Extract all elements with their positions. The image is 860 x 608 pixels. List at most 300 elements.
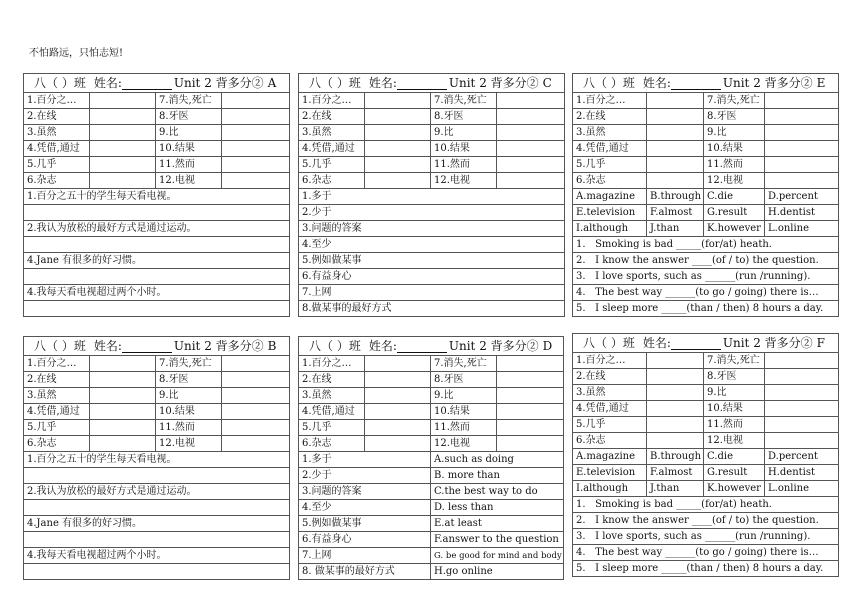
- answer-row: [24, 500, 290, 516]
- phrase-cn: 3.问题的答案: [299, 484, 431, 500]
- vocab-cn-left: 4.凭借,通过: [573, 401, 647, 417]
- answer-blank: [497, 436, 564, 452]
- answer-blank: [647, 401, 704, 417]
- vocab-cn-left: 3.虽然: [299, 125, 365, 141]
- sentence-row: [24, 516, 290, 532]
- phrase-prompt: 4.至少: [299, 237, 565, 253]
- card-header: [299, 337, 564, 356]
- phrase-cn: 8. 做某事的最好方式: [299, 564, 431, 580]
- answer-blank: [497, 388, 564, 404]
- phrase-match-row: [299, 500, 564, 516]
- answer-blank: [765, 93, 839, 109]
- vocab-cn-right: 11.然而: [704, 417, 765, 433]
- answer-blank: [365, 436, 431, 452]
- card-title: [24, 74, 290, 93]
- vocab-row: [24, 436, 290, 452]
- vocab-row: [299, 173, 565, 189]
- worksheet-card-d: [298, 336, 564, 580]
- vocab-row: [24, 420, 290, 436]
- answer-blank: [497, 420, 564, 436]
- answer-blank: [647, 433, 704, 449]
- answer-blank: [90, 436, 156, 452]
- sentence-row: [24, 548, 290, 564]
- vocab-cn-right: 9.比: [704, 125, 765, 141]
- option-row: [573, 189, 839, 205]
- vocab-cn-right: 12.电视: [431, 436, 497, 452]
- vocab-row: [573, 157, 839, 173]
- answer-blank: [497, 356, 564, 372]
- word-option: L.online: [765, 481, 839, 497]
- answer-blank: [497, 157, 565, 173]
- word-option: H.dentist: [765, 205, 839, 221]
- vocab-cn-right: 12.电视: [704, 433, 765, 449]
- phrase-row: [299, 285, 565, 301]
- vocab-row: [24, 372, 290, 388]
- vocab-cn-right: 11.然而: [704, 157, 765, 173]
- answer-blank: [647, 385, 704, 401]
- vocab-cn-right: 9.比: [704, 385, 765, 401]
- answer-blank: [365, 404, 431, 420]
- answer-blank: [365, 125, 431, 141]
- class-label: 八（ ）班: [34, 76, 86, 90]
- card-letter: D: [542, 339, 553, 353]
- answer-blank: [765, 385, 839, 401]
- answer-line: [24, 237, 290, 253]
- fill-blank-sentence: 5. I sleep more _____(than / then) 8 hours a day.: [573, 301, 839, 317]
- phrase-en: B. more than: [431, 468, 564, 484]
- vocab-cn-right: 11.然而: [431, 420, 497, 436]
- vocab-cn-left: 6.杂志: [299, 173, 365, 189]
- word-option: L.online: [765, 221, 839, 237]
- sentence-row: [24, 484, 290, 500]
- name-blank: [671, 337, 721, 350]
- phrase-row: [299, 221, 565, 237]
- vocab-cn-left: 2.在线: [24, 372, 90, 388]
- answer-blank: [365, 173, 431, 189]
- vocab-cn-right: 11.然而: [156, 420, 222, 436]
- answer-blank: [765, 401, 839, 417]
- phrase-cn: 2.少于: [299, 468, 431, 484]
- word-option: F.almost: [647, 205, 704, 221]
- answer-blank: [222, 157, 290, 173]
- answer-blank: [222, 125, 290, 141]
- phrase-prompt: 3.问题的答案: [299, 221, 565, 237]
- answer-row: [24, 269, 290, 285]
- sentence-prompt: 2.我认为放松的最好方式是通过运动。: [24, 484, 290, 500]
- fill-blank-row: [573, 545, 839, 561]
- worksheet-card-e: [572, 73, 839, 317]
- phrase-prompt: 6.有益身心: [299, 269, 565, 285]
- sentence-row: [24, 189, 290, 205]
- unit-label: Unit 2 背多分②: [722, 76, 813, 90]
- word-option: J.than: [647, 221, 704, 237]
- answer-blank: [90, 93, 156, 109]
- vocab-cn-right: 7.消失,死亡: [431, 356, 497, 372]
- option-row: [573, 481, 839, 497]
- answer-blank: [90, 141, 156, 157]
- word-option: E.television: [573, 205, 647, 221]
- answer-blank: [365, 141, 431, 157]
- vocab-cn-left: 5.几乎: [24, 157, 90, 173]
- vocab-cn-right: 10.结果: [156, 141, 222, 157]
- answer-blank: [497, 372, 564, 388]
- vocab-cn-right: 7.消失,死亡: [704, 353, 765, 369]
- vocab-row: [573, 369, 839, 385]
- vocab-cn-right: 9.比: [156, 125, 222, 141]
- card-header: [573, 74, 839, 93]
- answer-blank: [222, 109, 290, 125]
- vocab-cn-left: 1.百分之…: [299, 93, 365, 109]
- unit-label: Unit 2 背多分②: [448, 339, 539, 353]
- vocab-cn-left: 5.几乎: [299, 157, 365, 173]
- card-header: [24, 74, 290, 93]
- vocab-cn-left: 5.几乎: [24, 420, 90, 436]
- name-blank: [397, 340, 447, 353]
- fill-blank-row: [573, 497, 839, 513]
- vocab-row: [299, 157, 565, 173]
- answer-blank: [90, 109, 156, 125]
- option-row: [573, 205, 839, 221]
- vocab-row: [573, 173, 839, 189]
- answer-row: [24, 532, 290, 548]
- fill-blank-sentence: 2. I know the answer ____(of / to) the question.: [573, 253, 839, 269]
- vocab-cn-right: 8.牙医: [156, 109, 222, 125]
- sentence-prompt: 4.Jane 有很多的好习惯。: [24, 516, 290, 532]
- answer-blank: [647, 353, 704, 369]
- answer-blank: [765, 125, 839, 141]
- answer-line: [24, 301, 290, 317]
- vocab-cn-left: 5.几乎: [573, 157, 647, 173]
- answer-blank: [90, 125, 156, 141]
- phrase-en: D. less than: [431, 500, 564, 516]
- vocab-cn-left: 4.凭借,通过: [299, 404, 365, 420]
- class-label: 八（ ）班: [583, 336, 635, 350]
- vocab-cn-right: 7.消失,死亡: [156, 356, 222, 372]
- word-option: C.die: [704, 449, 765, 465]
- phrase-cn: 6.有益身心: [299, 532, 431, 548]
- vocab-cn-left: 2.在线: [24, 109, 90, 125]
- name-label: 姓名:: [93, 339, 122, 353]
- answer-blank: [365, 109, 431, 125]
- vocab-cn-right: 10.结果: [431, 404, 497, 420]
- word-option: E.television: [573, 465, 647, 481]
- vocab-row: [24, 93, 290, 109]
- answer-blank: [497, 109, 565, 125]
- motto: 不怕路远，只怕志短!: [29, 48, 124, 59]
- answer-blank: [647, 369, 704, 385]
- vocab-cn-left: 3.虽然: [573, 385, 647, 401]
- vocab-row: [299, 93, 565, 109]
- worksheet-card-a: [23, 73, 290, 317]
- vocab-row: [24, 157, 290, 173]
- worksheet-card-c: [298, 73, 565, 317]
- word-option: A.magazine: [573, 449, 647, 465]
- vocab-cn-right: 9.比: [431, 125, 497, 141]
- card-letter: E: [816, 76, 826, 90]
- answer-blank: [765, 417, 839, 433]
- vocab-cn-right: 12.电视: [431, 173, 497, 189]
- card-letter: F: [816, 336, 825, 350]
- phrase-row: [299, 301, 565, 317]
- sentence-row: [24, 285, 290, 301]
- answer-line: [24, 564, 290, 580]
- card-header: [24, 337, 290, 356]
- phrase-match-row: [299, 548, 564, 564]
- answer-blank: [647, 141, 704, 157]
- phrase-row: [299, 253, 565, 269]
- card-title: [299, 337, 564, 356]
- phrase-cn: 1.多于: [299, 452, 431, 468]
- unit-label: Unit 2 背多分②: [173, 339, 264, 353]
- answer-blank: [647, 93, 704, 109]
- vocab-cn-left: 4.凭借,通过: [299, 141, 365, 157]
- card-title: [573, 334, 839, 353]
- answer-blank: [765, 353, 839, 369]
- answer-line: [24, 500, 290, 516]
- word-option: D.percent: [765, 189, 839, 205]
- vocab-cn-right: 7.消失,死亡: [431, 93, 497, 109]
- vocab-cn-right: 12.电视: [156, 173, 222, 189]
- vocab-cn-left: 6.杂志: [24, 173, 90, 189]
- vocab-cn-right: 9.比: [431, 388, 497, 404]
- answer-blank: [765, 369, 839, 385]
- worksheet-card-b: [23, 336, 290, 580]
- answer-blank: [765, 141, 839, 157]
- vocab-cn-left: 5.几乎: [573, 417, 647, 433]
- vocab-row: [573, 353, 839, 369]
- answer-blank: [365, 420, 431, 436]
- vocab-cn-left: 1.百分之…: [24, 93, 90, 109]
- answer-blank: [497, 173, 565, 189]
- phrase-match-row: [299, 532, 564, 548]
- phrase-prompt: 2.少于: [299, 205, 565, 221]
- worksheet-card-f: [572, 333, 839, 577]
- word-option: K.however: [704, 221, 765, 237]
- option-row: [573, 221, 839, 237]
- word-option: B.through: [647, 449, 704, 465]
- option-row: [573, 449, 839, 465]
- answer-line: [24, 468, 290, 484]
- answer-blank: [222, 436, 290, 452]
- phrase-en: H.go online: [431, 564, 564, 580]
- word-option: D.percent: [765, 449, 839, 465]
- answer-blank: [647, 125, 704, 141]
- fill-blank-row: [573, 529, 839, 545]
- name-label: 姓名:: [642, 76, 671, 90]
- answer-blank: [365, 356, 431, 372]
- answer-blank: [365, 93, 431, 109]
- card-title: [573, 74, 839, 93]
- unit-label: Unit 2 背多分②: [722, 336, 813, 350]
- phrase-row: [299, 269, 565, 285]
- vocab-cn-left: 4.凭借,通过: [24, 404, 90, 420]
- vocab-row: [573, 433, 839, 449]
- vocab-row: [299, 420, 564, 436]
- vocab-row: [24, 125, 290, 141]
- answer-blank: [365, 388, 431, 404]
- vocab-cn-left: 3.虽然: [24, 125, 90, 141]
- vocab-cn-left: 2.在线: [299, 372, 365, 388]
- answer-row: [24, 564, 290, 580]
- fill-blank-row: [573, 301, 839, 317]
- phrase-row: [299, 237, 565, 253]
- sentence-row: [24, 452, 290, 468]
- phrase-match-row: [299, 564, 564, 580]
- vocab-cn-left: 3.虽然: [573, 125, 647, 141]
- answer-row: [24, 237, 290, 253]
- answer-blank: [765, 157, 839, 173]
- word-option: F.almost: [647, 465, 704, 481]
- vocab-row: [573, 141, 839, 157]
- phrase-prompt: 8.做某事的最好方式: [299, 301, 565, 317]
- class-label: 八（ ）班: [583, 76, 635, 90]
- card-letter: A: [267, 76, 277, 90]
- vocab-cn-right: 11.然而: [431, 157, 497, 173]
- vocab-cn-right: 8.牙医: [156, 372, 222, 388]
- vocab-cn-left: 1.百分之…: [24, 356, 90, 372]
- vocab-row: [299, 141, 565, 157]
- fill-blank-sentence: 1. Smoking is bad _____(for/at) heath.: [573, 497, 839, 513]
- class-label: 八（ ）班: [309, 76, 361, 90]
- name-label: 姓名:: [642, 336, 671, 350]
- answer-blank: [647, 109, 704, 125]
- name-label: 姓名:: [368, 76, 397, 90]
- answer-blank: [765, 433, 839, 449]
- vocab-row: [299, 125, 565, 141]
- word-option: K.however: [704, 481, 765, 497]
- answer-blank: [90, 404, 156, 420]
- answer-blank: [90, 157, 156, 173]
- vocab-cn-left: 3.虽然: [24, 388, 90, 404]
- name-blank: [397, 77, 447, 90]
- card-header: [573, 334, 839, 353]
- word-option: I.although: [573, 221, 647, 237]
- vocab-cn-right: 11.然而: [156, 157, 222, 173]
- fill-blank-sentence: 4. The best way ______(to go / going) there is…: [573, 285, 839, 301]
- answer-blank: [90, 356, 156, 372]
- fill-blank-row: [573, 269, 839, 285]
- sentence-prompt: 2.我认为放松的最好方式是通过运动。: [24, 221, 290, 237]
- answer-blank: [765, 173, 839, 189]
- word-option: G.result: [704, 205, 765, 221]
- card-title: [24, 337, 290, 356]
- vocab-cn-right: 10.结果: [431, 141, 497, 157]
- vocab-row: [573, 125, 839, 141]
- name-blank: [671, 77, 721, 90]
- answer-blank: [90, 420, 156, 436]
- vocab-cn-left: 4.凭借,通过: [573, 141, 647, 157]
- word-option: I.although: [573, 481, 647, 497]
- phrase-en: G. be good for mind and body: [431, 548, 564, 564]
- name-label: 姓名:: [93, 76, 122, 90]
- sentence-prompt: 4.我每天看电视超过两个小时。: [24, 285, 290, 301]
- vocab-cn-right: 8.牙医: [431, 372, 497, 388]
- fill-blank-sentence: 2. I know the answer ____(of / to) the question.: [573, 513, 839, 529]
- vocab-cn-right: 10.结果: [704, 401, 765, 417]
- vocab-cn-right: 7.消失,死亡: [704, 93, 765, 109]
- vocab-row: [299, 372, 564, 388]
- answer-blank: [647, 157, 704, 173]
- vocab-cn-left: 6.杂志: [573, 173, 647, 189]
- vocab-cn-left: 3.虽然: [299, 388, 365, 404]
- answer-blank: [222, 356, 290, 372]
- phrase-match-row: [299, 468, 564, 484]
- phrase-en: F.answer to the question: [431, 532, 564, 548]
- answer-blank: [222, 93, 290, 109]
- card-letter: B: [267, 339, 277, 353]
- answer-line: [24, 532, 290, 548]
- vocab-row: [299, 404, 564, 420]
- phrase-prompt: 1.多于: [299, 189, 565, 205]
- name-blank: [122, 340, 172, 353]
- phrase-match-row: [299, 452, 564, 468]
- word-option: A.magazine: [573, 189, 647, 205]
- vocab-cn-left: 6.杂志: [299, 436, 365, 452]
- vocab-cn-right: 8.牙医: [431, 109, 497, 125]
- sentence-prompt: 1.百分之五十的学生每天看电视。: [24, 189, 290, 205]
- word-option: G.result: [704, 465, 765, 481]
- fill-blank-sentence: 4. The best way ______(to go / going) there is…: [573, 545, 839, 561]
- fill-blank-sentence: 3. I love sports, such as ______(run /running).: [573, 529, 839, 545]
- word-option: C.die: [704, 189, 765, 205]
- phrase-en: C.the best way to do: [431, 484, 564, 500]
- vocab-row: [299, 356, 564, 372]
- sentence-prompt: 1.百分之五十的学生每天看电视。: [24, 452, 290, 468]
- fill-blank-row: [573, 253, 839, 269]
- fill-blank-row: [573, 237, 839, 253]
- vocab-row: [24, 109, 290, 125]
- vocab-cn-right: 7.消失,死亡: [156, 93, 222, 109]
- answer-blank: [365, 372, 431, 388]
- answer-blank: [222, 173, 290, 189]
- vocab-cn-left: 1.百分之…: [299, 356, 365, 372]
- sentence-prompt: 4.我每天看电视超过两个小时。: [24, 548, 290, 564]
- phrase-prompt: 7.上网: [299, 285, 565, 301]
- answer-blank: [497, 404, 564, 420]
- answer-blank: [365, 157, 431, 173]
- phrase-cn: 5.例如做某事: [299, 516, 431, 532]
- answer-blank: [90, 173, 156, 189]
- answer-blank: [222, 404, 290, 420]
- card-header: [299, 74, 565, 93]
- answer-blank: [765, 109, 839, 125]
- phrase-row: [299, 205, 565, 221]
- name-blank: [122, 77, 172, 90]
- answer-line: [24, 205, 290, 221]
- vocab-cn-right: 12.电视: [156, 436, 222, 452]
- phrase-match-row: [299, 516, 564, 532]
- vocab-row: [299, 388, 564, 404]
- unit-label: Unit 2 背多分②: [173, 76, 264, 90]
- option-row: [573, 465, 839, 481]
- phrase-row: [299, 189, 565, 205]
- word-option: J.than: [647, 481, 704, 497]
- phrase-prompt: 5.例如做某事: [299, 253, 565, 269]
- vocab-cn-left: 1.百分之…: [573, 353, 647, 369]
- vocab-cn-left: 2.在线: [573, 109, 647, 125]
- vocab-cn-left: 2.在线: [299, 109, 365, 125]
- phrase-match-row: [299, 484, 564, 500]
- vocab-row: [299, 109, 565, 125]
- answer-blank: [222, 388, 290, 404]
- vocab-cn-right: 12.电视: [704, 173, 765, 189]
- unit-label: Unit 2 背多分②: [448, 76, 539, 90]
- answer-blank: [647, 417, 704, 433]
- fill-blank-sentence: 1. Smoking is bad _____(for/at) heath.: [573, 237, 839, 253]
- vocab-row: [24, 404, 290, 420]
- vocab-row: [573, 385, 839, 401]
- answer-blank: [90, 388, 156, 404]
